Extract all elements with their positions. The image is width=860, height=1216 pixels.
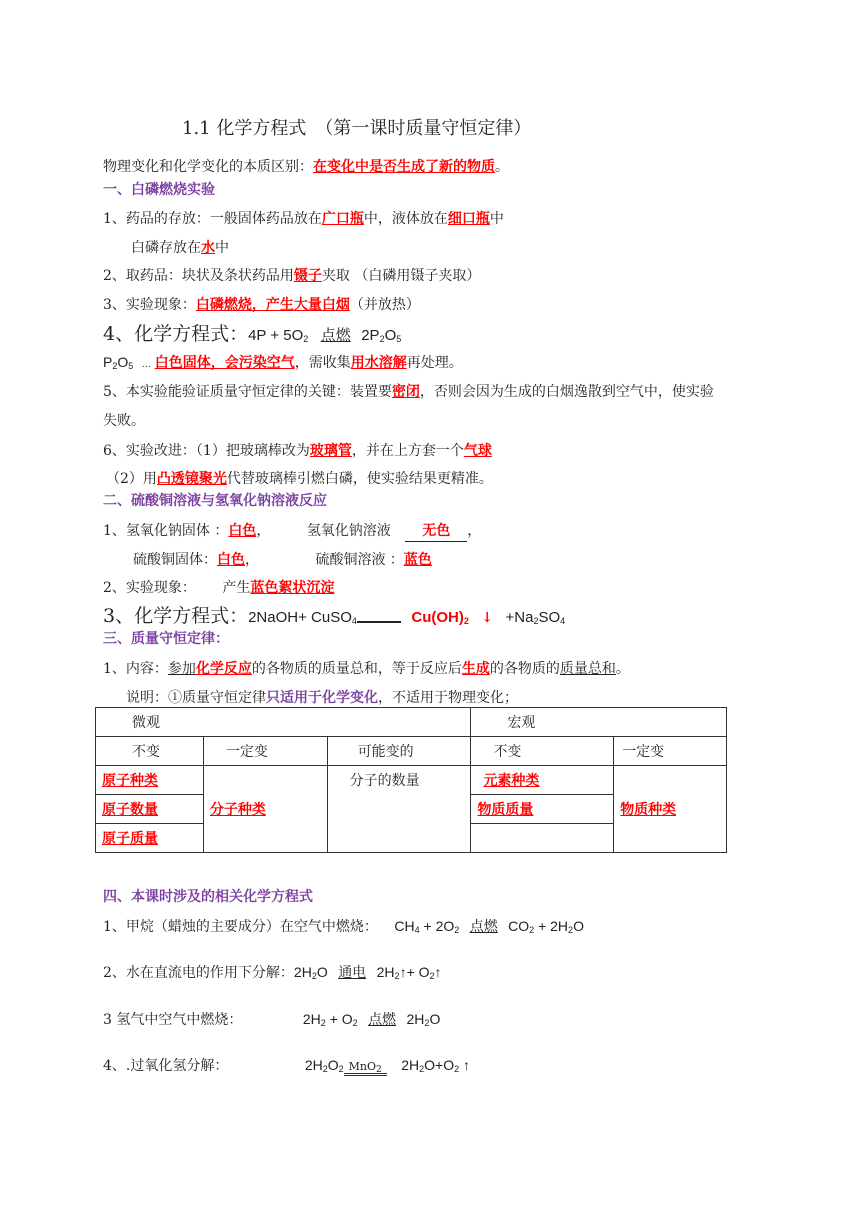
- text: 1、内容：: [103, 661, 168, 677]
- text: 白磷存放在: [131, 240, 201, 256]
- s1-line-4-equation: [103, 321, 401, 349]
- text: 的各物质的: [489, 661, 560, 677]
- header-unchanged: 不变: [96, 737, 204, 766]
- text: 中: [215, 240, 229, 256]
- text: 3、实验现象：: [103, 297, 196, 313]
- s4-equation-2: [103, 962, 442, 983]
- s4-equation-4: [103, 1055, 470, 1076]
- answer: 镊子: [293, 268, 322, 284]
- text: 5、本实验能验证质量守恒定律的关键：装置要: [103, 384, 392, 400]
- answer: 用水溶解: [350, 355, 407, 371]
- text: 代替玻璃棒引燃白磷，使实验结果更精准。: [226, 471, 493, 487]
- s1-line-2: [103, 266, 480, 286]
- condition-ignite: 点燃: [320, 327, 351, 344]
- underlined: 质量总和: [559, 661, 616, 677]
- answer: 密闭: [391, 384, 420, 400]
- text: 硫酸铜溶液 ：: [315, 552, 404, 568]
- condition-ignite: 点燃: [368, 1012, 397, 1028]
- condition-catalyst: MnO$_2$: [344, 1061, 387, 1076]
- table-row: [96, 708, 727, 737]
- text: 产生: [222, 580, 251, 596]
- s1-line-1b: [131, 238, 229, 258]
- equation-left: $4P + 5O_2$: [248, 327, 309, 344]
- s2-line-1: [103, 521, 481, 542]
- text: （并放热）: [349, 297, 420, 313]
- condition-electricity: 通电: [338, 965, 367, 981]
- cell-molecule-type: 分子种类: [203, 766, 327, 853]
- table-row: [96, 737, 727, 766]
- text: 2、实验现象：: [103, 580, 196, 596]
- equation-left: 2NaOH+ CuSO$_4$: [248, 609, 357, 626]
- text: 1、药品的存放：一般固体药品放在: [103, 211, 322, 227]
- equation-line: [357, 613, 401, 623]
- equation-right: $2H_2O$: [406, 1011, 441, 1028]
- page-title: 1.1 化学方程式 （第一课时质量守恒定律）: [182, 118, 532, 139]
- cell-empty: [471, 824, 614, 853]
- answer: 凸透镜聚光: [156, 471, 227, 487]
- text: ，: [467, 523, 482, 539]
- answer: 蓝色: [403, 552, 432, 568]
- equation-left: $CH_4 + 2O_2$: [394, 918, 460, 935]
- text: 说明：①质量守恒定律: [126, 690, 266, 706]
- text: 1、氢氧化钠固体 ：: [103, 523, 229, 539]
- s3-line-1: [103, 659, 630, 679]
- intro-prefix: 物理变化和化学变化的本质区别：: [103, 159, 313, 175]
- text: 中: [489, 211, 504, 227]
- cell-element-type: 元素种类: [471, 766, 614, 795]
- answer: 白色固体，会污染空气: [154, 355, 295, 371]
- equation-right: $2P_2O_5$: [361, 327, 402, 344]
- dash: …: [141, 360, 151, 370]
- s2-line-2: [103, 578, 334, 598]
- s1-line-4b: [103, 352, 463, 375]
- text: ，: [256, 523, 271, 539]
- text: 再处理。: [406, 355, 463, 371]
- s1-line-6b: [106, 469, 493, 489]
- text: 2、取药品：块状及条状药品用: [103, 268, 294, 284]
- table-row: [96, 766, 727, 795]
- text: 2、水在直流电的作用下分解：: [103, 965, 294, 981]
- formula: $P_2O_5$: [103, 354, 134, 371]
- text: （2）用: [106, 471, 157, 487]
- text: 3、化学方程式：: [103, 605, 249, 627]
- section-2-heading: 二、硫酸铜溶液与氢氧化钠溶液反应: [103, 493, 327, 509]
- equation-right: $+Na_2SO_4$: [505, 609, 566, 626]
- s4-equation-1: [103, 916, 584, 937]
- cell-substance-mass: 物质质量: [471, 795, 614, 824]
- conservation-table: [95, 707, 727, 853]
- answer: 无色: [405, 521, 467, 542]
- text: 。: [615, 661, 630, 677]
- answer: 蓝色絮状沉淀: [250, 580, 335, 596]
- header-must-change: 一定变: [203, 737, 327, 766]
- header-may-change: 可能变的: [327, 737, 471, 766]
- text: 4、.过氧化氢分解：: [103, 1058, 229, 1074]
- intro-line: [103, 157, 509, 177]
- text: 中，液体放在: [363, 211, 448, 227]
- answer: 气球: [463, 443, 492, 459]
- text: 硫酸铜固体：: [133, 552, 217, 568]
- text: 4、化学方程式：: [103, 323, 249, 345]
- answer: 玻璃管: [309, 443, 352, 459]
- cell-atom-type: 原子种类: [96, 766, 204, 795]
- answer: 广口瓶: [321, 211, 364, 227]
- equation-left: $2H_2O$: [293, 964, 328, 981]
- highlight: 只适用于化学变化: [266, 690, 378, 706]
- equation-right: $2H_2O+O_2$ ↑: [401, 1057, 470, 1074]
- cell-atom-mass: 原子质量: [96, 824, 204, 853]
- section-4-heading: 四、本课时涉及的相关化学方程式: [103, 889, 313, 905]
- equation-right: $CO_2 + 2H_2O$: [508, 918, 584, 935]
- intro-answer: 在变化中是否生成了新的物质: [313, 159, 495, 175]
- equation-left: $2H_2O_2$: [304, 1057, 344, 1074]
- text: ，并在上方套一个: [351, 443, 464, 459]
- text: 1、甲烷（蜡烛的主要成分）在空气中燃烧：: [103, 919, 378, 935]
- header-must-change: 一定变: [614, 737, 727, 766]
- cell-atom-count: 原子数量: [96, 795, 204, 824]
- answer: 化学反应: [195, 661, 252, 677]
- s1-line-6: [103, 441, 492, 461]
- header-micro: 微观: [96, 708, 471, 737]
- condition-ignite: 点燃: [469, 919, 498, 935]
- answer: 白色: [228, 523, 257, 539]
- equation-left: $2H_2 + O_2$: [302, 1011, 358, 1028]
- answer: 白磷燃烧，产生大量白烟: [195, 297, 350, 313]
- s4-equation-3: [103, 1009, 440, 1030]
- header-macro: 宏观: [471, 708, 727, 737]
- s3-line-2: [126, 688, 518, 708]
- precipitate-arrow: ↓: [481, 610, 494, 626]
- text: 氢氧化钠溶液: [306, 523, 391, 539]
- intro-suffix: 。: [495, 159, 509, 175]
- answer: 白色: [217, 552, 245, 568]
- section-1-heading: 一、白磷燃烧实验: [103, 182, 215, 198]
- s2-line-3-equation: [103, 603, 565, 631]
- s1-line-5b: 失败。: [103, 413, 145, 429]
- equation-right: $2H_2↑+$ $O_2↑$: [376, 964, 442, 981]
- header-unchanged: 不变: [471, 737, 614, 766]
- text: ，不适用于物理变化；: [378, 690, 518, 706]
- answer: 水: [201, 240, 215, 256]
- equation-product: $Cu(OH)_2$: [411, 609, 469, 626]
- text: ，: [245, 552, 259, 568]
- underlined: 参加: [167, 661, 196, 677]
- s1-line-3: [103, 295, 420, 315]
- section-3-heading: 三、质量守恒定律：: [103, 631, 229, 647]
- s2-line-1b: [133, 550, 432, 570]
- answer: 细口瓶: [447, 211, 490, 227]
- cell-molecule-count: 分子的数量: [327, 766, 471, 853]
- text: 3 氢气中空气中燃烧：: [103, 1012, 243, 1028]
- text: ，否则会因为生成的白烟逸散到空气中，使实验: [419, 384, 714, 400]
- text: 的各物质的质量总和，等于反应后: [251, 661, 462, 677]
- s1-line-1: [103, 209, 504, 229]
- text: 6、实验改进：（1）把玻璃棒改为: [103, 443, 310, 459]
- text: 夹取 （白磷用镊子夹取）: [321, 268, 481, 284]
- s1-line-5: [103, 382, 714, 402]
- cell-substance-type: 物质种类: [614, 766, 727, 853]
- answer: 生成: [461, 661, 490, 677]
- text: ，需收集: [294, 355, 351, 371]
